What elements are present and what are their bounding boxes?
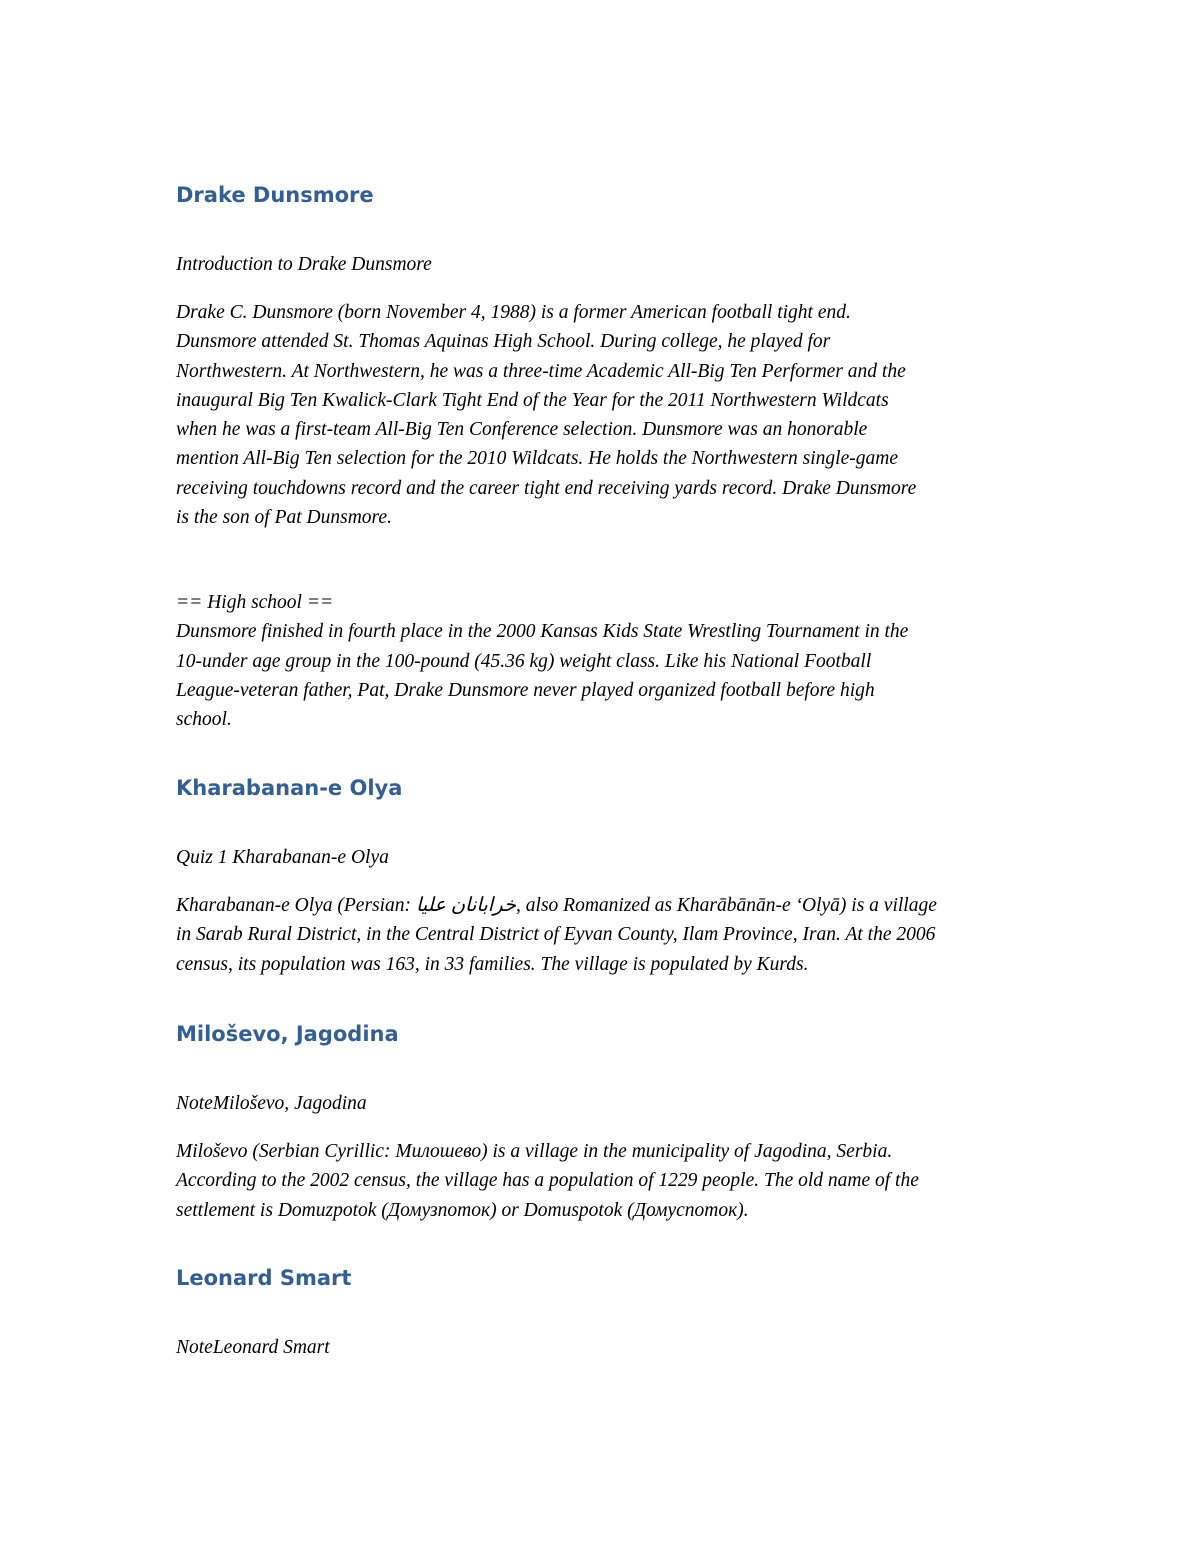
paragraph-line: school. xyxy=(176,709,232,731)
section-heading-drake-dunsmore: Drake Dunsmore xyxy=(176,183,374,207)
paragraph-line: According to the 2002 census, the village has a population of 1229 people. The old name of the xyxy=(176,1170,919,1192)
section-subtitle-drake-dunsmore: Introduction to Drake Dunsmore xyxy=(176,254,432,275)
section-subtitle-milosevo-jagodina: NoteMiloševo, Jagodina xyxy=(176,1093,367,1114)
paragraph-line: in Sarab Rural District, in the Central District of Eyvan County, Ilam Province, Iran. At the 2006 xyxy=(176,924,936,946)
paragraph-line: settlement is Domuzpotok (Домузпоток) or Domuspotok (Домуспоток). xyxy=(176,1199,749,1221)
paragraph-line: receiving touchdowns record and the career tight end receiving yards record. Drake Dunsmore xyxy=(176,477,917,499)
paragraph-line: Dunsmore attended St. Thomas Aquinas High School. During college, he played for xyxy=(176,331,831,353)
paragraph-line: 10-under age group in the 100-pound (45.36 kg) weight class. Like his National Football xyxy=(176,650,872,672)
paragraph-drake-intro xyxy=(176,298,1026,532)
paragraph-line: Dunsmore finished in fourth place in the 2000 Kansas Kids State Wrestling Tournament in the xyxy=(176,621,909,643)
section-subtitle-leonard-smart: NoteLeonard Smart xyxy=(176,1337,330,1358)
paragraph-line: inaugural Big Ten Kwalick-Clark Tight End of the Year for the 2011 Northwestern Wildcats xyxy=(176,389,889,411)
paragraph-line: census, its population was 163, in 33 families. The village is populated by Kurds. xyxy=(176,953,809,975)
paragraph-line: mention All-Big Ten selection for the 2010 Wildcats. He holds the Northwestern single-game xyxy=(176,448,898,470)
paragraph-line: when he was a first-team All-Big Ten Conference selection. Dunsmore was an honorable xyxy=(176,419,868,441)
paragraph-line: is the son of Pat Dunsmore. xyxy=(176,507,392,529)
paragraph-line: Miloševo (Serbian Cyrillic: Милошево) is a village in the municipality of Jagodina, Serbia. xyxy=(176,1141,893,1162)
paragraph-milosevo xyxy=(176,1137,1026,1225)
paragraph-line: Drake C. Dunsmore (born November 4, 1988) is a former American football tight end. xyxy=(176,302,851,323)
paragraph-line: Kharabanan-e Olya (Persian: خرابانان عليا, also Romanized as Kharābānān-e ‘Olyā) is a village xyxy=(176,895,937,916)
section-heading-milosevo-jagodina: Miloševo, Jagodina xyxy=(176,1022,399,1046)
paragraph-line: Northwestern. At Northwestern, he was a three-time Academic All-Big Ten Performer and the xyxy=(176,360,906,382)
paragraph-line: == High school == xyxy=(176,592,334,613)
paragraph-line: League-veteran father, Pat, Drake Dunsmore never played organized football before high xyxy=(176,679,875,701)
section-heading-leonard-smart: Leonard Smart xyxy=(176,1266,352,1290)
paragraph-kharabanan xyxy=(176,891,1026,979)
section-subtitle-kharabanan-e-olya: Quiz 1 Kharabanan-e Olya xyxy=(176,847,389,868)
section-heading-kharabanan-e-olya: Kharabanan-e Olya xyxy=(176,776,403,800)
paragraph-drake-high-school xyxy=(176,588,1026,734)
